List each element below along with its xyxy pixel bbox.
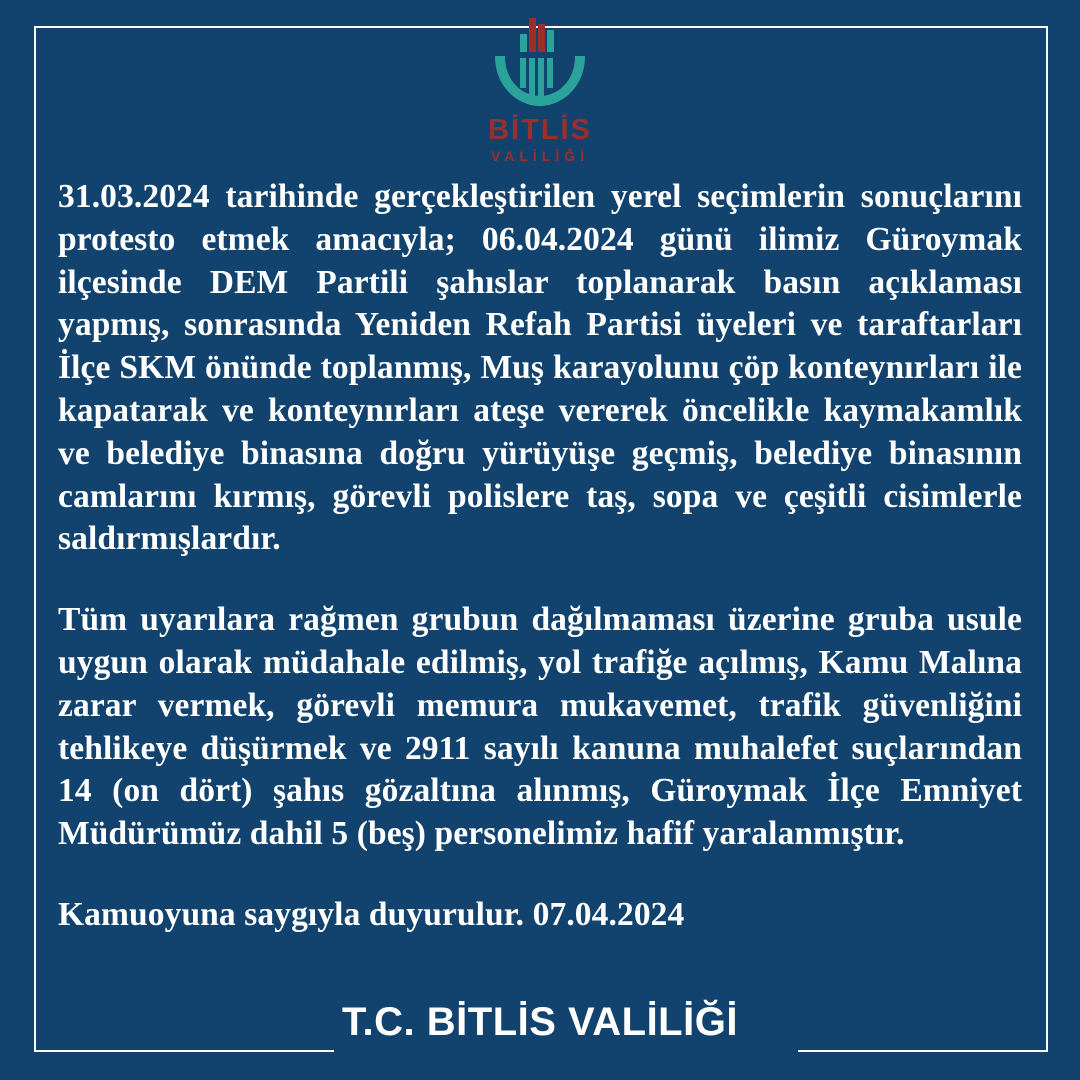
- frame-border-left: [34, 26, 36, 1052]
- footer: [0, 1000, 1080, 1044]
- frame-border-bottom-left: [34, 1050, 334, 1052]
- announcement-paragraph-2: Tüm uyarılara rağmen grubun dağılmaması üzerine gruba usule uygun olarak müdahale edilmiş, yol trafiğe açılmış, Kamu Malına zarar vermek, görevli memura mukavemet, trafik güvenliğini tehlikeye düşürmek ve 2911 sayılı kanuna muhalefet suçlarından 14 (on dört) şahıs gözaltına alınmış, Güroymak İlçe Emniyet Müdürümüz dahil 5 (beş) personelimiz hafif yaralanmıştır.: [58, 601, 1022, 853]
- logo-title: BİTLİS: [488, 114, 592, 146]
- frame-border-right: [1046, 26, 1048, 1052]
- frame-border-bottom-right: [798, 1050, 1048, 1052]
- announcement-closing: Kamuoyuna saygıyla duyurulur. 07.04.2024: [58, 895, 685, 933]
- footer-institution: T.C. BİTLİS VALİLİĞİ: [342, 1000, 738, 1044]
- announcement-paragraph-1: 31.03.2024 tarihinde gerçekleştirilen yerel seçimlerin sonuçlarını protesto etmek amacıyla; 06.04.2024 günü ilimiz Güroymak ilçesinde DEM Partili şahıslar toplanarak basın açıklaması yapmış, sonrasında Yeniden Refah Partisi üyeleri ve taraftarları İlçe SKM önünde toplanmış, Muş karayolunu çöp konteynırları ile kapatarak ve konteynırları ateşe vererek öncelikle kaymakamlık ve belediye binasına doğru yürüyüşe geçmiş, belediye binasının camlarını kırmış, görevli polislere taş, sopa ve çeşitli cisimlerle saldırmışlardır.: [58, 178, 1022, 558]
- bitlis-governorship-emblem-icon: [485, 14, 595, 114]
- logo-subtitle: VALİLİĞİ: [490, 148, 590, 164]
- announcement-body: [58, 176, 1022, 937]
- logo: [0, 14, 1080, 163]
